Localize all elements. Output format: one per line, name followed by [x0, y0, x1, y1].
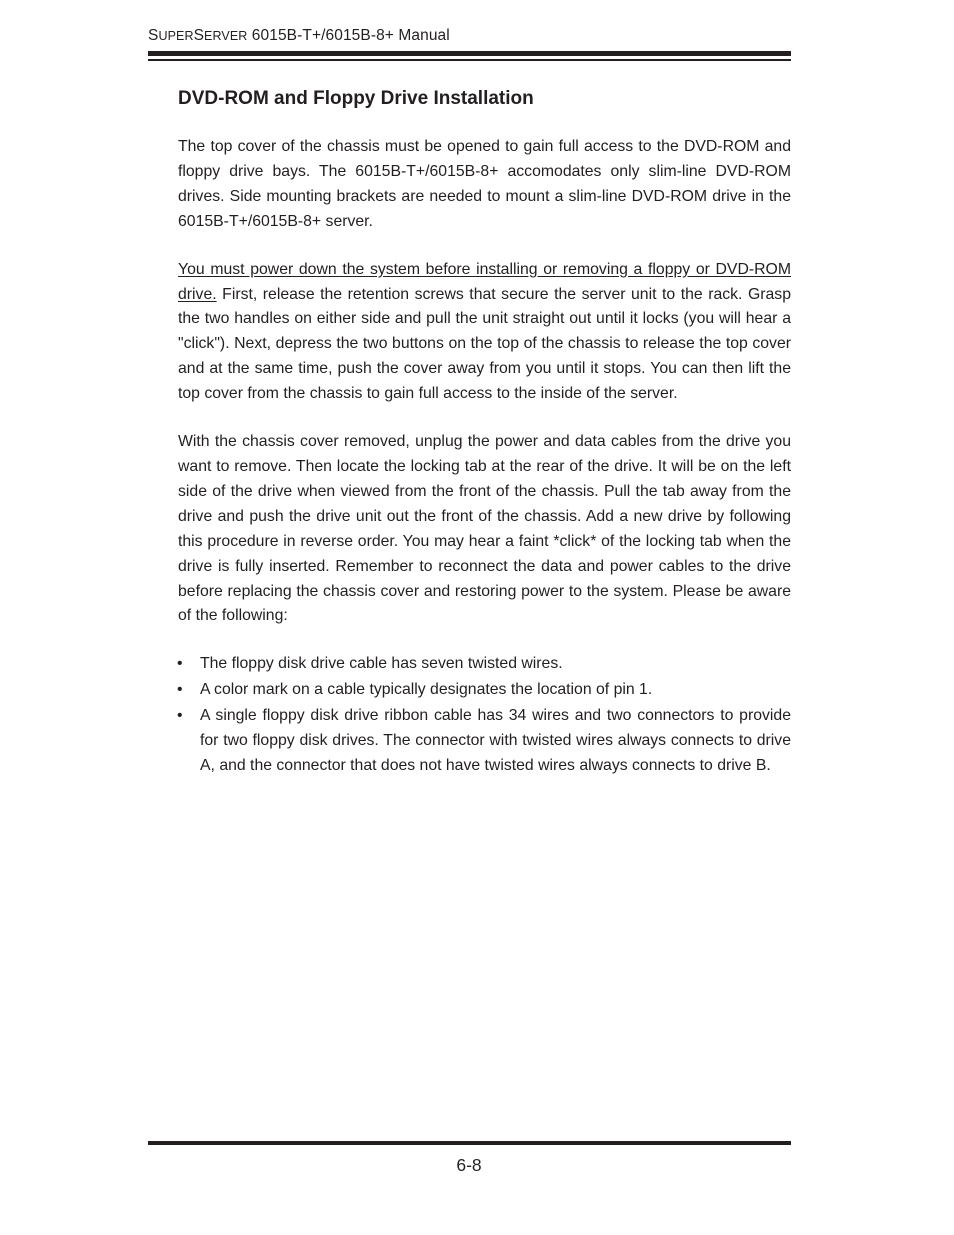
paragraph-intro: The top cover of the chassis must be opened to gain full access to the DVD-ROM and floppy drive bays. The 6015B-T+/6015B-8+ accomodates only slim-line DVD-ROM drives. Side mounting brackets are needed to mount a slim-line DVD-ROM drive in the 6015B-T+/6015B-8+ server.: [178, 138, 791, 230]
brand-small-erver: ERVER: [204, 29, 248, 43]
footer-rule: [148, 1141, 791, 1145]
running-header: [148, 27, 450, 45]
list-item: [178, 678, 791, 703]
paragraph-power-down-rest: First, release the retention screws that secure the server unit to the rack. Grasp the two handles on either side and pull the unit straight out until it locks (you will hear a "click"). Next, depress the two buttons on the top of the chassis to release the top cover and at the same time, push the cover away from you until it stops. You can then lift the top cover from the chassis to gain full access to the inside of the server.: [178, 285, 791, 403]
header-rule-thick: [148, 51, 791, 56]
brand-small-uper: UPER: [158, 29, 194, 43]
notes-list: [178, 652, 791, 779]
manual-title: 6015B-T+/6015B-8+ Manual: [247, 27, 450, 44]
header-rule-thin: [148, 59, 791, 61]
list-item-text: A single floppy disk drive ribbon cable has 34 wires and two connectors to provide for two floppy disk drives. The connector with twisted wires always connects to drive A, and the connector that does not have twisted wires always connects to drive B.: [200, 707, 791, 774]
bullet-icon: •: [177, 655, 183, 673]
list-item-text: The floppy disk drive cable has seven twisted wires.: [200, 655, 563, 673]
list-item: [178, 652, 791, 677]
brand-cap-s2: S: [193, 27, 205, 44]
paragraph-removal: With the chassis cover removed, unplug the power and data cables from the drive you want to remove. Then locate the locking tab at the rear of the drive. It will be on the left side of the drive when viewed from the front of the chassis. Pull the tab away from the drive and push the drive unit out the front of the chassis. Add a new drive by following this procedure in reverse order. You may hear a faint *click* of the locking tab when the drive is fully inserted. Remember to reconnect the data and power cables to the drive before replacing the chassis cover and restoring power to the system. Please be aware of the following:: [178, 433, 791, 625]
bullet-icon: •: [177, 707, 183, 725]
power-down-warning: You must power down the system before installing or removing a floppy or DVD-ROM drive.: [178, 260, 791, 303]
list-item-text: A color mark on a cable typically designates the location of pin 1.: [200, 681, 653, 699]
bullet-icon: •: [177, 681, 183, 699]
list-item: [178, 704, 791, 779]
paragraph-power-down: [178, 258, 791, 407]
page-number: 6-8: [456, 1155, 482, 1175]
page-content: [178, 86, 791, 780]
brand-cap-s1: S: [148, 27, 159, 44]
section-title: DVD-ROM and Floppy Drive Installation: [178, 88, 534, 109]
